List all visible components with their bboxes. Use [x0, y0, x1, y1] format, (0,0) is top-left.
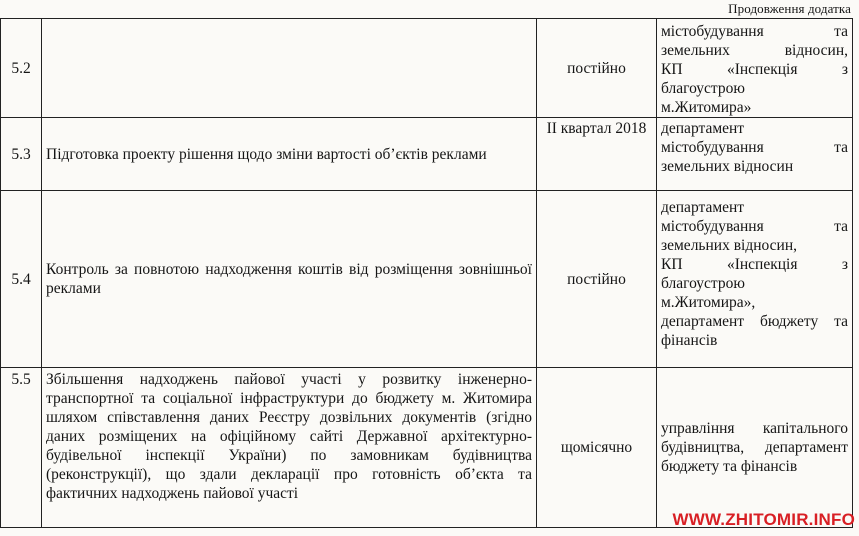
responsible-line: земельних відносин	[661, 158, 794, 175]
responsible-line: департамент бюджету та	[661, 313, 848, 330]
responsible-line: благоустрою	[661, 275, 745, 292]
responsible-line: м.Житомира»,	[661, 294, 756, 311]
responsible-cell	[657, 118, 853, 191]
responsible-line: м.Житомира»	[661, 99, 752, 116]
table-row	[1, 118, 853, 191]
responsible-line: містобудування та	[661, 139, 848, 156]
responsible-line: фінансів	[661, 332, 718, 349]
responsible-cell	[657, 191, 853, 368]
responsible-line: земельних відносин,	[661, 42, 848, 59]
row-number: 5.2	[1, 19, 42, 118]
responsible-line: управління капітального	[661, 420, 848, 437]
site-watermark: WWW.ZHITOMIR.INFO	[672, 510, 855, 529]
responsible-cell	[657, 368, 853, 528]
responsible-line: містобудування та	[661, 23, 848, 40]
responsible-line: бюджету та фінансів	[661, 458, 798, 475]
term-cell: щомісячно	[537, 368, 657, 528]
responsible-line: КП «Інспекція з	[661, 61, 848, 78]
plan-table	[0, 18, 853, 528]
task-cell: Підготовка проекту рішення щодо зміни вартості об’єктів реклами	[42, 118, 537, 191]
row-number: 5.5	[1, 368, 42, 528]
row-number: 5.4	[1, 191, 42, 368]
responsible-line: департамент	[661, 199, 745, 216]
table-row	[1, 368, 853, 528]
responsible-line: земельних відносин,	[661, 237, 797, 254]
term-cell: ІІ квартал 2018	[537, 118, 657, 191]
responsible-line: містобудування та	[661, 218, 848, 235]
table-row	[1, 19, 853, 118]
task-cell: Контроль за повнотою надходження коштів від розміщення зовнішньої реклами	[42, 191, 537, 368]
task-cell: Збільшення надходжень пайової участі у розвитку інженерно-транспортної та соціальної інфраструктури до бюджету м. Житомира шляхом співставлення даних Реєстру дозвільних документів (згідно даних розміщених на офіційному сайті Державної архітектурно-будівельної інспекції України) по замовникам будівництва (реконструкції), що здали декларації про готовність об’єкта та фактичних надходжень пайової участі	[42, 368, 537, 528]
responsible-line: КП «Інспекція з	[661, 256, 848, 273]
task-cell	[42, 19, 537, 118]
responsible-cell	[657, 19, 853, 118]
term-cell: постійно	[537, 191, 657, 368]
table-row	[1, 191, 853, 368]
responsible-line: благоустрою	[661, 80, 745, 97]
term-cell: постійно	[537, 19, 657, 118]
responsible-line: будівництва, департамент	[661, 439, 848, 456]
row-number: 5.3	[1, 118, 42, 191]
header-note: Продовження додатка	[728, 1, 851, 16]
responsible-line: департамент	[661, 120, 745, 137]
